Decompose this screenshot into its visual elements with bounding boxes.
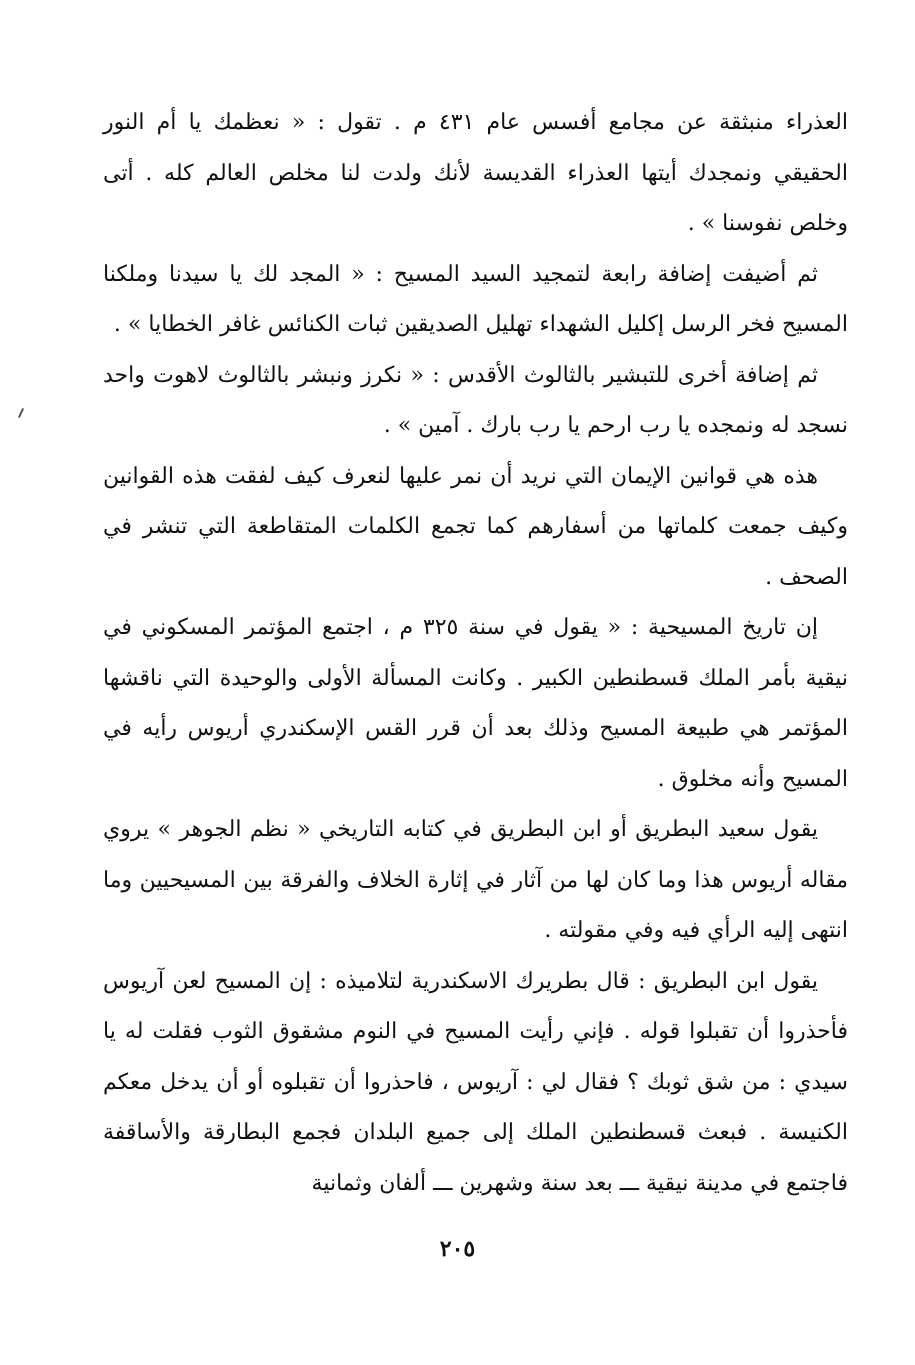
- paragraph-1: العذراء منبثقة عن مجامع أفسس عام ٤٣١ م . تقول : « نعظمك يا أم النور الحقيقي ونمجدك أيتها العذراء القديسة لأنك ولدت لنا مخلص العالم كله . أتى وخلص نفوسنا » .: [103, 110, 849, 236]
- paragraph-5: إن تاريخ المسيحية : « يقول في سنة ٣٢٥ م ، اجتمع المؤتمر المسكوني في نيقية بأمر الملك قسطنطين الكبير . وكانت المسألة الأولى والوحيدة التي ناقشها المؤتمر هي طبيعة المسيح وذلك بعد أن قرر القس الإسكندري أريوس رأيه في المسيح وأنه مخلوق .: [103, 615, 848, 792]
- paragraph-7: يقول ابن البطريق : قال بطريرك الاسكندرية لتلاميذه : إن المسيح لعن آريوس فأحذروا أن تقبلوا قوله . فإني رأيت المسيح في النوم مشقوق الثوب فقلت له يا سيدي : من شق ثوبك ؟ فقال لي : آريوس ، فاحذروا أن تقبلوه أو أن يدخل معكم الكنيسة . فبعث قسطنطين الملك إلى جميع البلدان فجمع البطارقة والأساقفة فاجتمع في مدينة نيقية ـــ بعد سنة وشهرين ـــ ألفان وثمانية: [103, 968, 848, 1196]
- paragraph-6: يقول سعيد البطريق أو ابن البطريق في كتابه التاريخي « نظم الجوهر » يروي مقاله أريوس هذا وما كان لها من آثار في إثارة الخلاف والفرقة بين المسيحيين وما انتهى إليه الرأي فيه وفي مقولته .: [103, 817, 848, 943]
- page-number: ٢٠٥: [439, 1236, 476, 1262]
- margin-mark: [18, 408, 24, 418]
- body-text: [103, 98, 848, 1209]
- paragraph-3: ثم إضافة أخرى للتبشير بالثالوث الأقدس : « نكرز ونبشر بالثالوث لاهوت واحد نسجد له ونمجده يا رب ارحم يا رب بارك . آمين » .: [103, 362, 848, 438]
- paragraph-2: ثم أضيفت إضافة رابعة لتمجيد السيد المسيح : « المجد لك يا سيدنا وملكنا المسيح فخر الرسل إكليل الشهداء تهليل الصديقين ثبات الكنائس غافر الخطايا » .: [103, 261, 848, 337]
- paragraph-4: هذه هي قوانين الإيمان التي نريد أن نمر عليها لنعرف كيف لفقت هذه القوانين وكيف جمعت كلماتها من أسفارهم كما تجمع الكلمات المتقاطعة التي تنشر في الصحف .: [103, 463, 848, 590]
